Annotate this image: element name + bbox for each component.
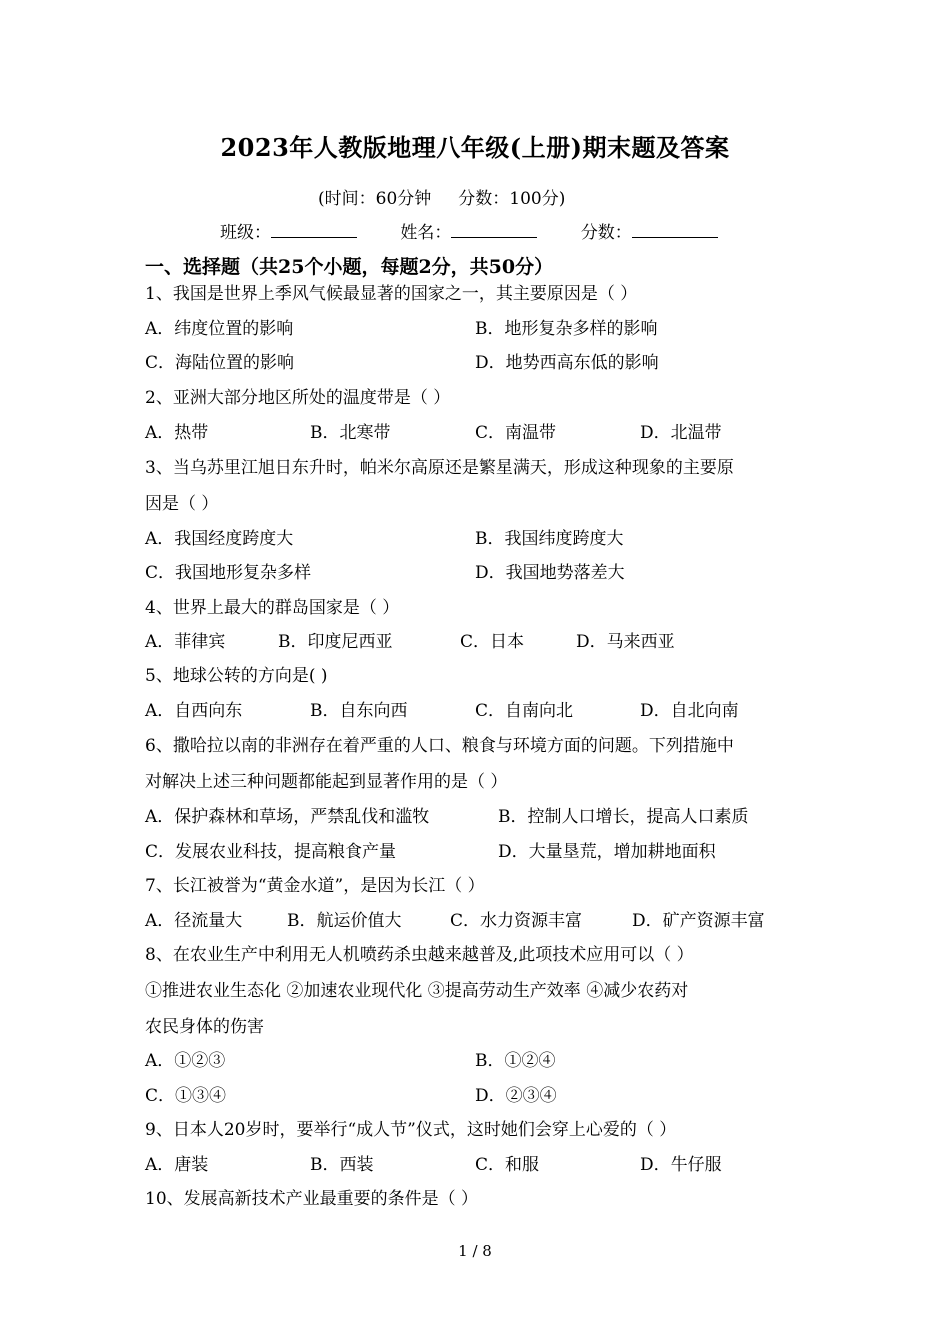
question-8-option-b: B．①②④	[475, 1051, 556, 1071]
question-9-option-a: A．唐装	[145, 1155, 209, 1175]
question-5-option-c: C．自南向北	[475, 701, 574, 721]
name-label: 姓名：	[400, 223, 452, 243]
question-8-option-a: A．①②③	[145, 1051, 226, 1071]
question-2-option-a: A．热带	[145, 423, 209, 443]
section-heading: 一、选择题（共25个小题，每题2分，共50分）	[145, 256, 554, 278]
question-8-stem: 8、在农业生产中利用无人机喷药杀虫越来越普及,此项技术应用可以（ ）	[145, 945, 694, 965]
question-5-stem: 5、地球公转的方向是( )	[145, 666, 328, 686]
question-2-option-c: C．南温带	[475, 423, 557, 443]
question-3-stem-line1: 3、当乌苏里江旭日东升时，帕米尔高原还是繁星满天，形成这种现象的主要原	[145, 458, 734, 478]
question-4-stem: 4、世界上最大的群岛国家是（ ）	[145, 598, 400, 618]
question-6-stem-line2: 对解决上述三种问题都能起到显著作用的是（ ）	[145, 772, 508, 792]
question-8-items-cont: 农民身体的伤害	[145, 1017, 264, 1037]
question-4-option-b: B．印度尼西亚	[278, 632, 393, 652]
question-7-option-a: A．径流量大	[145, 911, 243, 931]
question-7-option-c: C．水力资源丰富	[450, 911, 583, 931]
question-3-option-a: A．我国经度跨度大	[145, 529, 294, 549]
document-title: 2023年人教版地理八年级(上册)期末题及答案	[220, 133, 730, 162]
question-9-option-c: C．和服	[475, 1155, 540, 1175]
question-6-option-d: D．大量垦荒，增加耕地面积	[498, 842, 716, 862]
question-3-option-c: C．我国地形复杂多样	[145, 563, 312, 583]
question-5-option-d: D．自北向南	[640, 701, 739, 721]
question-8-option-c: C．①③④	[145, 1086, 227, 1106]
question-8-items: ①推进农业生态化 ②加速农业现代化 ③提高劳动生产效率 ④减少农药对	[145, 981, 689, 1001]
question-1-stem: 1、我国是世界上季风气候最显著的国家之一，其主要原因是（ ）	[145, 284, 638, 304]
question-7-option-d: D．矿产资源丰富	[632, 911, 765, 931]
question-6-stem-line1: 6、撒哈拉以南的非洲存在着严重的人口、粮食与环境方面的问题。下列措施中	[145, 736, 734, 756]
question-7-option-b: B．航运价值大	[287, 911, 402, 931]
question-4-option-a: A．菲律宾	[145, 632, 226, 652]
question-9-option-b: B．西装	[310, 1155, 374, 1175]
student-info-line	[220, 218, 756, 243]
score-blank[interactable]	[632, 219, 718, 238]
question-10-stem: 10、发展高新技术产业最重要的条件是（ ）	[145, 1189, 479, 1209]
question-1-option-b: B．地形复杂多样的影响	[475, 319, 658, 339]
page-number: 1 / 8	[458, 1242, 492, 1260]
question-4-option-c: C．日本	[460, 632, 525, 652]
exam-time-score: (时间：60分钟 分数：100分)	[318, 189, 566, 209]
question-1-option-c: C．海陆位置的影响	[145, 353, 295, 373]
question-6-option-c: C．发展农业科技，提高粮食产量	[145, 842, 397, 862]
question-6-option-a: A．保护森林和草场，严禁乱伐和滥牧	[145, 807, 430, 827]
question-2-stem: 2、亚洲大部分地区所处的温度带是（ ）	[145, 388, 451, 408]
question-7-stem: 7、长江被誉为“黄金水道”，是因为长江（ ）	[145, 876, 485, 896]
question-3-stem-line2: 因是（ ）	[145, 494, 219, 514]
name-blank[interactable]	[451, 219, 537, 238]
question-9-stem: 9、日本人20岁时，要举行“成人节”仪式，这时她们会穿上心爱的（ ）	[145, 1120, 677, 1140]
question-9-option-d: D．牛仔服	[640, 1155, 722, 1175]
question-1-option-a: A．纬度位置的影响	[145, 319, 294, 339]
question-8-option-d: D．②③④	[475, 1086, 557, 1106]
question-2-option-b: B．北寒带	[310, 423, 391, 443]
question-1-option-d: D．地势西高东低的影响	[475, 353, 659, 373]
class-blank[interactable]	[271, 219, 357, 238]
question-5-option-a: A．自西向东	[145, 701, 243, 721]
question-6-option-b: B．控制人口增长，提高人口素质	[498, 807, 749, 827]
question-2-option-d: D．北温带	[640, 423, 722, 443]
question-4-option-d: D．马来西亚	[576, 632, 675, 652]
score-label: 分数：	[580, 223, 632, 243]
question-3-option-b: B．我国纬度跨度大	[475, 529, 624, 549]
question-5-option-b: B．自东向西	[310, 701, 408, 721]
class-label: 班级：	[220, 223, 271, 243]
question-3-option-d: D．我国地势落差大	[475, 563, 625, 583]
